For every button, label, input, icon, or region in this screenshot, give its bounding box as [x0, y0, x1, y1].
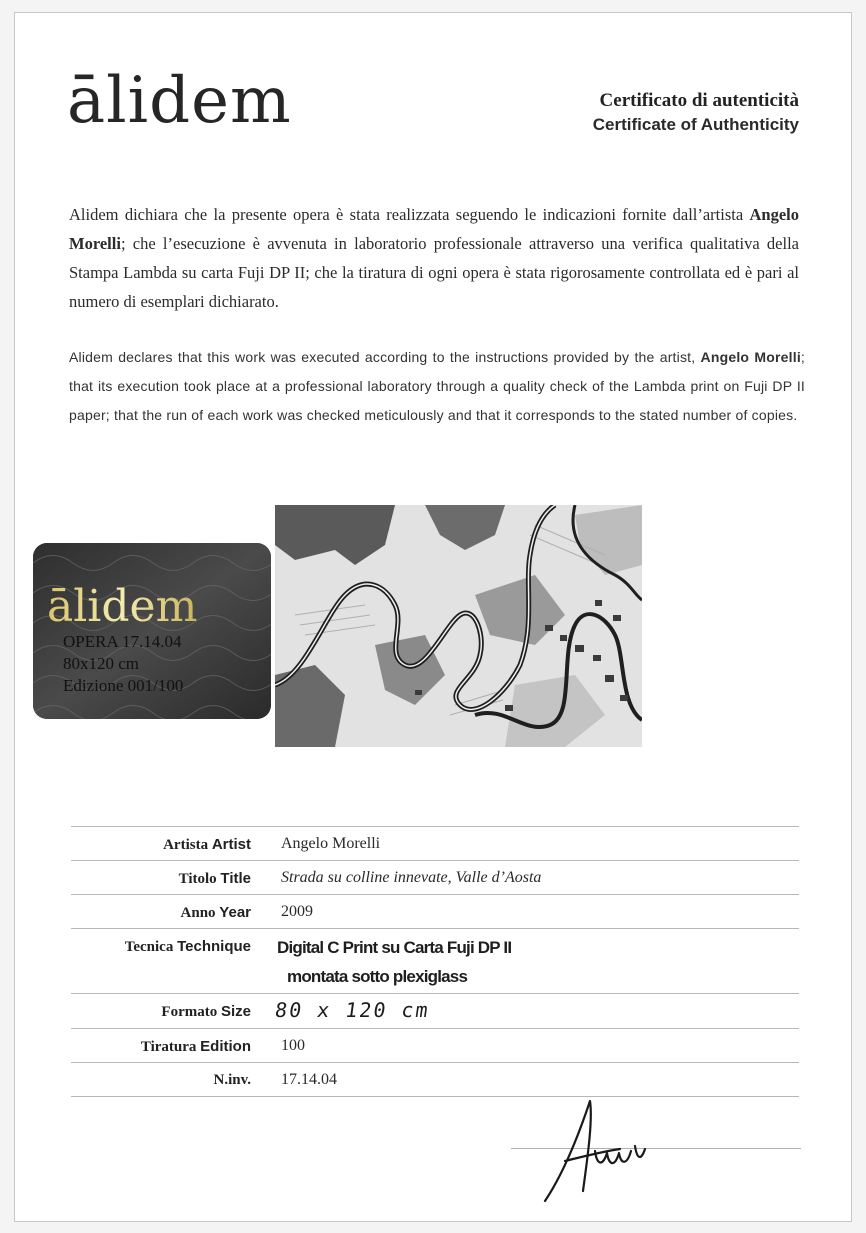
- detail-row-title: [71, 860, 799, 894]
- alidem-logo: ālidem: [67, 64, 292, 138]
- detail-row-size: [71, 993, 799, 1028]
- value-artist: Angelo Morelli: [281, 835, 381, 852]
- handwritten-signature: [535, 1091, 685, 1211]
- value-technique: Digital C Print su Carta Fuji DP II montata sotto plexiglass: [277, 938, 512, 986]
- label-title: Titolo Title: [178, 870, 251, 887]
- label-edition: Tiratura Edition: [140, 1038, 251, 1055]
- hologram-line-1: OPERA 17.14.04: [63, 632, 182, 651]
- label-technique: Tecnica Technique: [124, 938, 251, 955]
- hologram-line-3: Edizione 001/100: [63, 676, 184, 695]
- value-edition: 100: [281, 1037, 305, 1054]
- statement-english: Alidem declares that this work was executed according to the instructions provided by the artist, Angelo Morelli; that its execution took place at a professional laboratory through a quality check of the Lambda print on Fuji DP II paper; that the run of each work was checked meticulously and that it corresponds to the stated number of copies.: [69, 349, 805, 423]
- hologram-line-2: 80x120 cm: [63, 654, 140, 673]
- certificate-sheet: [14, 12, 852, 1222]
- artist-name-bold: Angelo Morelli: [700, 349, 801, 365]
- detail-row-edition: [71, 1028, 799, 1062]
- title-italian: Certificato di autenticità: [599, 90, 799, 111]
- hologram-logo: ālidem: [47, 581, 198, 632]
- artwork-details-table: [71, 826, 799, 1097]
- title-english: Certificate of Authenticity: [592, 115, 799, 134]
- value-year: 2009: [281, 903, 313, 920]
- detail-row-artist: [71, 826, 799, 860]
- certificate-title: [593, 89, 799, 137]
- value-inventory: 17.14.04: [281, 1071, 337, 1088]
- detail-row-inventory: [71, 1062, 799, 1097]
- detail-row-technique: [71, 928, 799, 993]
- value-size-handwritten: 80 x 120 cm: [273, 998, 432, 1022]
- label-artist: Artista Artist: [163, 836, 251, 853]
- hologram-seal: [33, 543, 271, 719]
- artwork-thumbnail: [275, 505, 642, 747]
- statement-italian: Alidem dichiara che la presente opera è stata realizzata seguendo le indicazioni fornite dall’artista Angelo Morelli; che l’esecuzione è avvenuta in laboratorio professionale attraverso una verifica qualitativa della Stampa Lambda su carta Fuji DP II; che la tiratura di ogni opera è stata rigorosamente controllata ed è pari al numero di esemplari dichiarato.: [69, 204, 799, 311]
- label-year: Anno Year: [180, 904, 251, 921]
- label-inventory: N.inv.: [213, 1072, 251, 1088]
- detail-row-year: [71, 894, 799, 928]
- label-size: Formato Size: [161, 1003, 251, 1020]
- value-title: Strada su colline innevate, Valle d’Aosta: [281, 869, 542, 886]
- artist-name-bold: Angelo Morelli: [69, 204, 799, 253]
